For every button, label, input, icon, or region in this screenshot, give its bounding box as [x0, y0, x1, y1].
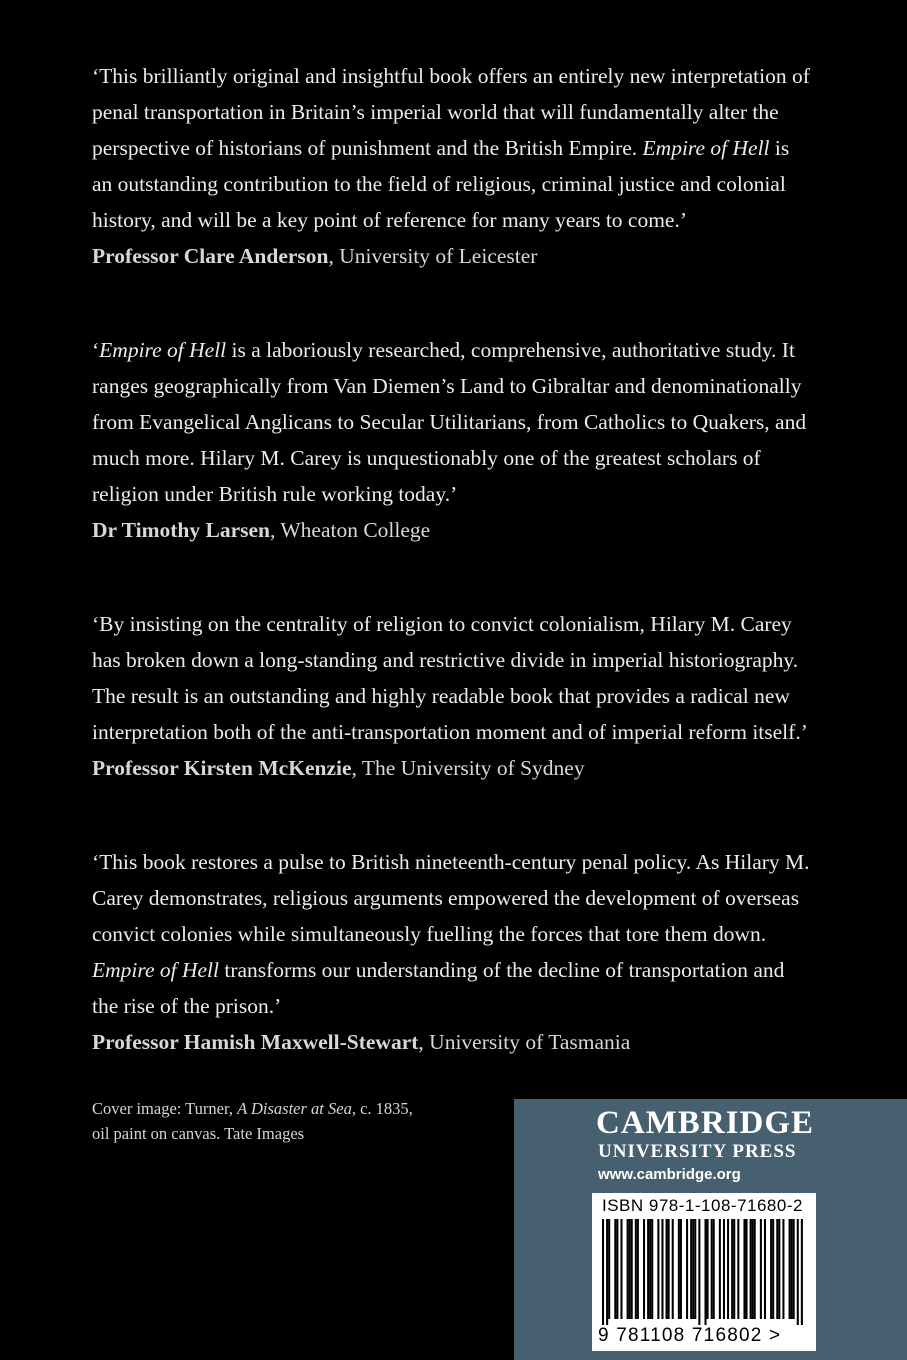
- endorsement-attribution: [92, 238, 812, 274]
- artwork-title: A Disaster at Sea: [237, 1099, 352, 1118]
- endorser-affiliation: , University of Leicester: [328, 244, 538, 268]
- barcode-bars: [602, 1219, 806, 1325]
- barcode-bar: [723, 1219, 725, 1319]
- barcode-bar: [711, 1219, 713, 1319]
- barcode-bar: [752, 1219, 754, 1319]
- endorsement-quote: ‘This book restores a pulse to British nineteenth-century penal policy. As Hilary M. Carey demonstrates, religious arguments empowered the development of overseas convict colonies while simultaneously fuelling the forces that tore them down. Empire of Hell transforms our understanding of the decline of transportation and the rise of the prison.’: [92, 850, 810, 1018]
- barcode-digits: 9 781108 716802 >: [598, 1325, 782, 1346]
- barcode-bar: [743, 1219, 745, 1319]
- barcode-bar: [791, 1219, 793, 1319]
- barcode-bar: [770, 1219, 772, 1319]
- barcode-bar: [707, 1219, 709, 1319]
- barcode-bar: [606, 1219, 608, 1325]
- barcode-bar: [731, 1219, 733, 1319]
- barcode-bar: [614, 1219, 616, 1319]
- barcode-bar: [657, 1219, 659, 1319]
- barcode-bar: [620, 1219, 622, 1319]
- endorser-affiliation: , Wheaton College: [270, 518, 431, 542]
- endorsement-3: [92, 606, 812, 786]
- barcode-bar: [666, 1219, 668, 1319]
- endorser-name: Professor Kirsten McKenzie: [92, 756, 352, 780]
- barcode-bar: [649, 1219, 651, 1319]
- isbn-barcode: [592, 1193, 816, 1351]
- barcode-bar: [602, 1219, 604, 1325]
- barcode-bar: [651, 1219, 653, 1319]
- publisher-logo-name: CAMBRIDGE: [596, 1105, 815, 1141]
- barcode-bar: [764, 1219, 766, 1319]
- endorser-affiliation: , The University of Sydney: [351, 756, 585, 780]
- barcode-bar: [801, 1219, 803, 1325]
- barcode-bar: [694, 1219, 696, 1319]
- barcode-bar: [643, 1219, 645, 1319]
- endorsement-quote: ‘By insisting on the centrality of religion to convict colonialism, Hilary M. Carey has broken down a long-standing and restrictive divide in imperial historiography. The result is an outstanding and highly readable book that provides a radical new interpretation both of the anti-transportation moment and of imperial reform itself.’: [92, 612, 808, 744]
- barcode-bar: [686, 1219, 688, 1319]
- barcode-bar: [668, 1219, 670, 1319]
- barcode-bar: [672, 1219, 674, 1319]
- barcode-bar: [661, 1219, 663, 1319]
- barcode-bar: [647, 1219, 649, 1319]
- endorsement-attribution: [92, 512, 812, 548]
- endorsement-attribution: [92, 1024, 812, 1060]
- barcode-bar: [608, 1219, 610, 1319]
- barcode-bar: [719, 1219, 721, 1319]
- barcode-bar: [616, 1219, 618, 1319]
- barcode-bar: [690, 1219, 692, 1319]
- barcode-bar: [746, 1219, 748, 1319]
- endorsement-1: [92, 58, 812, 274]
- barcode-bar: [772, 1219, 774, 1319]
- barcode-bar: [727, 1219, 729, 1319]
- barcode-bar: [797, 1219, 799, 1325]
- barcode-bar: [713, 1219, 715, 1319]
- publisher-panel: [514, 1099, 907, 1360]
- barcode-bar: [698, 1219, 700, 1325]
- barcode-bar: [778, 1219, 780, 1319]
- barcode-bar: [789, 1219, 791, 1319]
- barcode-bar: [750, 1219, 752, 1319]
- publisher-logo-subtitle: UNIVERSITY PRESS: [598, 1141, 797, 1162]
- barcode-bar: [793, 1219, 795, 1319]
- barcode-bar: [692, 1219, 694, 1319]
- endorser-name: Dr Timothy Larsen: [92, 518, 270, 542]
- barcode-bar: [733, 1219, 735, 1319]
- endorser-affiliation: , University of Tasmania: [418, 1030, 631, 1054]
- endorsement-attribution: [92, 750, 812, 786]
- barcode-bar: [754, 1219, 756, 1319]
- endorsement-2: [92, 332, 812, 548]
- isbn-label: ISBN 978-1-108-71680-2: [602, 1196, 803, 1215]
- barcode-bar: [737, 1219, 739, 1319]
- barcode-bar: [627, 1219, 629, 1319]
- barcode-bar: [760, 1219, 762, 1319]
- barcode-bar: [629, 1219, 631, 1319]
- barcode-bar: [678, 1219, 680, 1319]
- barcode-bar: [782, 1219, 784, 1319]
- cover-image-credit: Cover image: Turner, A Disaster at Sea, c. 1835, oil paint on canvas. Tate Images: [92, 1099, 413, 1143]
- endorser-name: Professor Clare Anderson: [92, 244, 329, 268]
- barcode-bar: [631, 1219, 633, 1319]
- barcode-bar: [705, 1219, 707, 1325]
- barcode-bar: [776, 1219, 778, 1319]
- barcode-bar: [680, 1219, 682, 1319]
- endorsement-quote: ‘Empire of Hell is a laboriously researched, comprehensive, authoritative study. It ranges geographically from Van Diemen’s Land to Gibraltar and denominationally from Evangelical Anglicans to Secular Utilitarians, from Catholics to Quakers, and much more. Hilary M. Carey is unquestionably one of the greatest scholars of religion under British rule working today.’: [92, 338, 807, 506]
- endorsements: [92, 58, 812, 1118]
- publisher-url: www.cambridge.org: [598, 1166, 741, 1183]
- barcode-bar: [637, 1219, 639, 1319]
- endorsement-4: [92, 844, 812, 1060]
- endorser-name: Professor Hamish Maxwell-Stewart: [92, 1030, 419, 1054]
- endorsement-quote: ‘This brilliantly original and insightful book offers an entirely new interpretation of penal transportation in Britain’s imperial world that will fundamentally alter the perspective of historians of punishment and the British Empire. Empire of Hell is an outstanding contribution to the field of religious, criminal justice and colonial history, and will be a key point of reference for many years to come.’: [92, 64, 810, 232]
- barcode-bar: [635, 1219, 637, 1319]
